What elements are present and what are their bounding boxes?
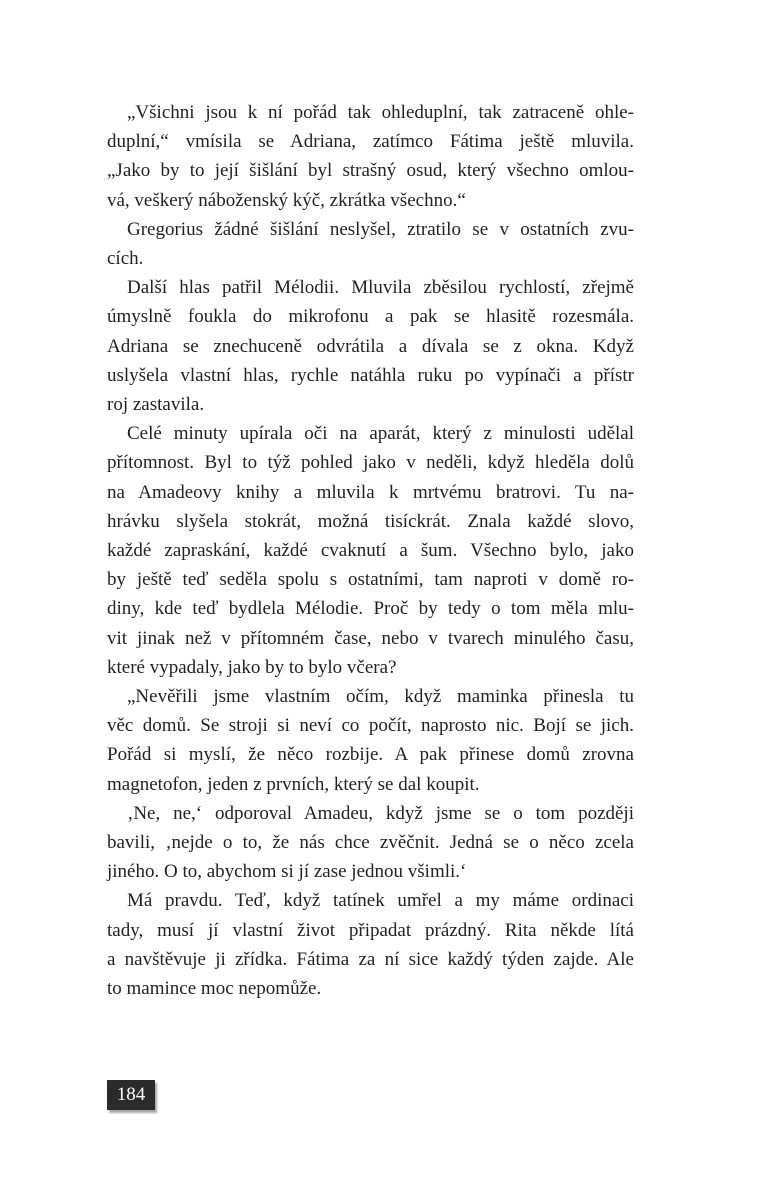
- text-line: uslyšela vlastní hlas, rychle natáhla ruku po vypínači a přístr: [107, 364, 634, 386]
- text-line: Gregorius žádné šišlání neslyšel, ztratilo se v ostatních zvu-: [127, 218, 634, 240]
- paragraph: [107, 799, 634, 887]
- page-number-box: [107, 1080, 155, 1110]
- text-line: „Jako by to její šišlání byl strašný osud, který všechno omlou-: [107, 160, 634, 182]
- text-line: úmyslně foukla do mikrofonu a pak se hlasitě rozesmála.: [107, 306, 634, 328]
- text-line: diny, kde teď bydlela Mélodie. Proč by tedy o tom měla mlu-: [107, 598, 634, 620]
- text-line: roj zastavila.: [107, 394, 205, 416]
- text-line: ‚Ne, ne,‘ odporoval Amadeu, když jsme se o tom později: [127, 802, 634, 824]
- paragraph: [107, 273, 634, 419]
- text-line: které vypadaly, jako by to bylo včera?: [107, 656, 397, 678]
- text-line: bavili, ‚nejde o to, že nás chce zvěčnit. Jedná se o něco zcela: [107, 832, 634, 854]
- text-line: přítomnost. Byl to týž pohled jako v neděli, když hleděla dolů: [107, 452, 634, 474]
- text-line: by ještě teď seděla spolu s ostatními, tam naproti v domě ro-: [107, 569, 634, 591]
- text-line: vit jinak než v přítomném čase, nebo v tvarech minulého času,: [107, 627, 634, 649]
- text-line: věc domů. Se stroji si neví co počít, naprosto nic. Bojí se jich.: [107, 715, 634, 737]
- text-line: to mamince moc nepomůže.: [107, 978, 322, 1000]
- text-line: Adriana se znechuceně odvrátila a dívala se z okna. Když: [107, 335, 634, 357]
- text-line: hrávku slyšela stokrát, možná tisíckrát. Znala každé slovo,: [107, 510, 634, 532]
- text-line: magnetofon, jeden z prvních, který se dal koupit.: [107, 773, 480, 795]
- paragraph: [107, 419, 634, 682]
- text-line: na Amadeovy knihy a mluvila k mrtvému bratrovi. Tu na-: [107, 481, 634, 503]
- text-line: každé zapraskání, každé cvaknutí a šum. Všechno bylo, jako: [107, 540, 634, 562]
- text-line: Pořád si myslí, že něco rozbije. A pak přinese domů zrovna: [107, 744, 634, 766]
- text-line: jiného. O to, abychom si jí zase jednou všimli.‘: [107, 861, 467, 883]
- text-line: Má pravdu. Teď, když tatínek umřel a my máme ordinaci: [127, 890, 634, 912]
- paragraph: [107, 886, 634, 1003]
- paragraph: [107, 98, 634, 215]
- text-line: Další hlas patřil Mélodii. Mluvila zběsilou rychlostí, zřejmě: [127, 277, 634, 299]
- paragraph: [107, 215, 634, 273]
- text-line: „Všichni jsou k ní pořád tak ohleduplní, tak zatraceně ohle-: [127, 102, 634, 123]
- page-number: 184: [116, 1084, 146, 1105]
- body-text: [107, 98, 634, 1003]
- text-line: vá, veškerý náboženský kýč, zkrátka všechno.“: [107, 189, 466, 211]
- text-line: „Nevěřili jsme vlastním očím, když maminka přinesla tu: [127, 686, 634, 708]
- text-line: Celé minuty upírala oči na aparát, který z minulosti udělal: [127, 423, 634, 445]
- text-line: duplní,“ vmísila se Adriana, zatímco Fátima ještě mluvila.: [107, 131, 634, 153]
- text-line: cích.: [107, 248, 144, 270]
- text-line: tady, musí jí vlastní život připadat prázdný. Rita někde lítá: [107, 919, 634, 941]
- paragraph: [107, 682, 634, 799]
- text-line: a navštěvuje ji zřídka. Fátima za ní sice každý týden zajde. Ale: [107, 948, 634, 970]
